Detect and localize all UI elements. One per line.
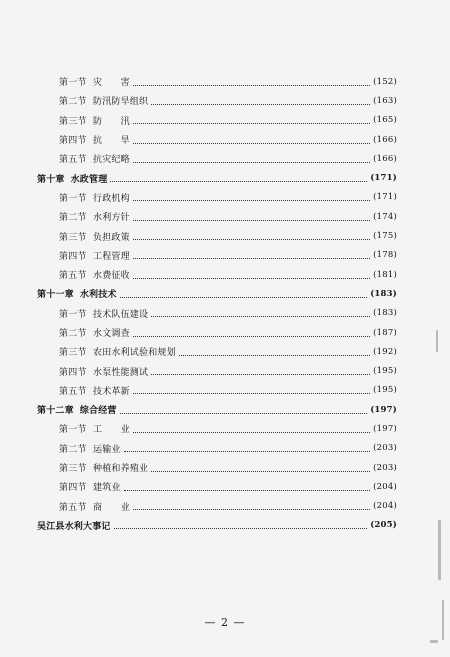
toc-title: 种植和养殖业 bbox=[93, 464, 149, 475]
page-number: — 2 — bbox=[204, 616, 246, 629]
toc-number: 第五节 bbox=[59, 502, 87, 513]
toc-row[interactable] bbox=[37, 304, 397, 323]
toc-page: (165) bbox=[373, 115, 397, 126]
toc-number: 第二节 bbox=[59, 444, 87, 455]
dot-leader bbox=[133, 431, 370, 433]
dot-leader bbox=[124, 489, 371, 491]
toc-number: 第二节 bbox=[59, 213, 87, 224]
toc-row[interactable] bbox=[37, 361, 397, 380]
toc-title: 水文调查 bbox=[93, 329, 130, 339]
scan-artifact bbox=[436, 330, 438, 352]
dot-leader bbox=[110, 180, 367, 182]
dot-leader bbox=[151, 315, 370, 317]
toc-title: 商 业 bbox=[93, 502, 130, 513]
toc-title: 灾 害 bbox=[93, 78, 130, 89]
toc-row[interactable] bbox=[37, 149, 397, 168]
dot-leader bbox=[133, 161, 370, 163]
chapter-number: 第十一章 bbox=[37, 290, 74, 301]
toc-number: 第三节 bbox=[59, 116, 87, 127]
toc-number: 第四节 bbox=[59, 251, 87, 262]
toc-number: 第三节 bbox=[59, 348, 87, 359]
toc-title: 抗 旱 bbox=[93, 136, 130, 147]
toc-row[interactable] bbox=[37, 381, 397, 400]
toc-title: 防 汛 bbox=[93, 116, 130, 127]
toc-page: (152) bbox=[373, 76, 397, 87]
toc-number: 第四节 bbox=[59, 136, 87, 147]
toc-row[interactable] bbox=[37, 342, 397, 361]
scan-artifact bbox=[442, 600, 444, 640]
chapter-title: 水政管理 bbox=[70, 174, 108, 185]
toc-title: 技术队伍建设 bbox=[93, 309, 149, 320]
toc-chapter-row[interactable] bbox=[37, 284, 397, 303]
toc-page: (166) bbox=[373, 134, 397, 145]
toc-title: 建筑业 bbox=[93, 483, 121, 494]
toc-page: (171) bbox=[370, 173, 397, 184]
dot-leader bbox=[133, 392, 370, 394]
toc-number: 第一节 bbox=[59, 78, 87, 89]
toc-row[interactable] bbox=[37, 439, 397, 458]
toc-page: (163) bbox=[373, 95, 397, 106]
toc-page: (171) bbox=[373, 192, 397, 203]
scan-artifact bbox=[438, 520, 441, 580]
toc-page: (204) bbox=[373, 501, 397, 512]
toc-row[interactable] bbox=[37, 265, 397, 284]
toc-page: (204) bbox=[373, 481, 397, 492]
dot-leader bbox=[151, 373, 370, 375]
toc-number: 第四节 bbox=[59, 483, 87, 494]
toc-title: 水利方针 bbox=[93, 213, 130, 224]
toc-row[interactable] bbox=[37, 497, 397, 516]
toc-title: 负担政策 bbox=[93, 232, 130, 243]
toc-chronicle-row[interactable] bbox=[37, 516, 397, 535]
toc-row[interactable] bbox=[37, 111, 397, 130]
dot-leader bbox=[151, 103, 370, 105]
toc-title: 技术革新 bbox=[93, 386, 130, 397]
dot-leader bbox=[133, 122, 370, 124]
toc-number: 第四节 bbox=[59, 367, 87, 378]
dot-leader bbox=[151, 470, 370, 472]
dot-leader bbox=[120, 296, 368, 298]
chapter-title: 综合经营 bbox=[79, 406, 117, 417]
dot-leader bbox=[133, 199, 370, 201]
dot-leader bbox=[124, 450, 371, 452]
toc-row[interactable] bbox=[37, 188, 397, 207]
chapter-number: 第十二章 bbox=[37, 406, 74, 417]
toc-row[interactable] bbox=[37, 226, 397, 245]
toc-title: 水费征收 bbox=[93, 271, 130, 282]
dot-leader bbox=[133, 142, 370, 144]
toc-page: (183) bbox=[373, 308, 397, 319]
toc-page: (195) bbox=[373, 366, 397, 377]
toc-row[interactable] bbox=[37, 419, 397, 438]
dot-leader bbox=[133, 335, 370, 337]
toc-number: 第一节 bbox=[59, 193, 87, 204]
dot-leader bbox=[133, 219, 370, 221]
toc-title: 运输业 bbox=[93, 444, 121, 455]
toc-number: 第一节 bbox=[59, 425, 87, 436]
chapter-number: 第十章 bbox=[37, 174, 65, 185]
toc-page: (203) bbox=[373, 462, 397, 473]
toc-row[interactable] bbox=[37, 72, 397, 91]
chronicle-title: 吴江县水利大事记 bbox=[37, 521, 111, 532]
toc-title: 抗灾纪略 bbox=[93, 155, 130, 166]
toc-row[interactable] bbox=[37, 207, 397, 226]
toc-page: (181) bbox=[373, 269, 397, 280]
dot-leader bbox=[133, 257, 370, 259]
dot-leader bbox=[179, 354, 370, 356]
dot-leader bbox=[120, 412, 368, 414]
toc-row[interactable] bbox=[37, 458, 397, 477]
toc-row[interactable] bbox=[37, 246, 397, 265]
toc-page: (175) bbox=[373, 231, 397, 242]
toc-row[interactable] bbox=[37, 91, 397, 110]
toc-title: 防汛防旱组织 bbox=[93, 97, 149, 108]
toc-number: 第二节 bbox=[59, 97, 87, 108]
toc-title: 农田水利试验和规划 bbox=[93, 348, 176, 359]
toc-page: (166) bbox=[373, 153, 397, 164]
toc-number: 第三节 bbox=[59, 464, 87, 475]
dot-leader bbox=[114, 527, 368, 529]
dot-leader bbox=[133, 508, 370, 510]
table-of-contents bbox=[37, 72, 397, 535]
toc-page: (187) bbox=[373, 327, 397, 338]
toc-page: (178) bbox=[373, 250, 397, 261]
toc-row[interactable] bbox=[37, 130, 397, 149]
toc-number: 第二节 bbox=[59, 329, 87, 339]
toc-title: 水泵性能测试 bbox=[93, 367, 149, 378]
toc-number: 第一节 bbox=[59, 309, 87, 320]
scan-artifact bbox=[430, 640, 438, 643]
toc-number: 第五节 bbox=[59, 386, 87, 397]
chapter-title: 水利技术 bbox=[79, 290, 117, 301]
toc-title: 工程管理 bbox=[93, 251, 130, 262]
toc-page: (192) bbox=[373, 346, 397, 357]
toc-page: (197) bbox=[370, 404, 397, 415]
toc-title: 工 业 bbox=[93, 425, 130, 436]
toc-title: 行政机构 bbox=[93, 193, 130, 204]
toc-page: (174) bbox=[373, 211, 397, 222]
toc-row[interactable] bbox=[37, 323, 397, 342]
toc-page: (183) bbox=[370, 288, 397, 299]
toc-page: (197) bbox=[373, 423, 397, 434]
dot-leader bbox=[133, 238, 370, 240]
toc-chapter-row[interactable] bbox=[37, 168, 397, 187]
dot-leader bbox=[133, 277, 370, 279]
dot-leader bbox=[133, 84, 370, 86]
toc-chapter-row[interactable] bbox=[37, 400, 397, 419]
toc-number: 第五节 bbox=[59, 271, 87, 282]
toc-row[interactable] bbox=[37, 477, 397, 496]
toc-number: 第五节 bbox=[59, 155, 87, 166]
toc-page: (195) bbox=[373, 385, 397, 396]
toc-number: 第三节 bbox=[59, 232, 87, 243]
toc-page: (205) bbox=[370, 520, 397, 531]
toc-page: (203) bbox=[373, 443, 397, 454]
